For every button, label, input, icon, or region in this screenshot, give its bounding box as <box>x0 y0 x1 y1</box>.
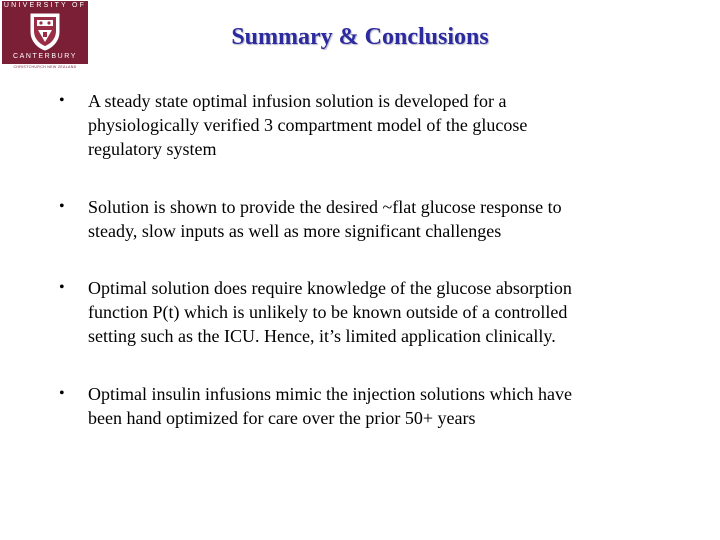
bullet-text <box>88 382 648 430</box>
bullet-line: function P(t) which is unlikely to be known outside of a controlled <box>88 302 568 322</box>
bullet-line: A steady state optimal infusion solution is developed for a <box>88 91 507 111</box>
bullet-line: Solution is shown to provide the desired ~flat glucose response to <box>88 197 562 217</box>
logo-bottom-text: CANTERBURY <box>12 53 78 60</box>
bullet-line: Optimal insulin infusions mimic the injection solutions which have <box>88 384 572 404</box>
bullet-text <box>88 276 648 348</box>
bullet-text <box>88 195 648 243</box>
bullet-marker: • <box>59 92 65 109</box>
bullet-line: physiologically verified 3 compartment model of the glucose <box>88 115 528 135</box>
bullet-line: steady, slow inputs as well as more significant challenges <box>88 221 502 241</box>
logo-tagline: CHRISTCHURCH NEW ZEALAND <box>13 65 77 69</box>
bullet-text <box>88 89 648 161</box>
slide-title: Summary & Conclusions <box>231 24 489 50</box>
bullet-marker: • <box>59 385 65 402</box>
bullet-line: been hand optimized for care over the prior 50+ years <box>88 408 476 428</box>
bullet-marker: • <box>59 198 65 215</box>
bullet-line: regulatory system <box>88 139 217 159</box>
bullet-line: setting such as the ICU. Hence, it’s limited application clinically. <box>88 326 556 346</box>
logo-top-text: UNIVERSITY OF <box>3 2 87 9</box>
bullet-marker: • <box>59 279 65 296</box>
bullet-line: Optimal solution does require knowledge of the glucose absorption <box>88 278 572 298</box>
